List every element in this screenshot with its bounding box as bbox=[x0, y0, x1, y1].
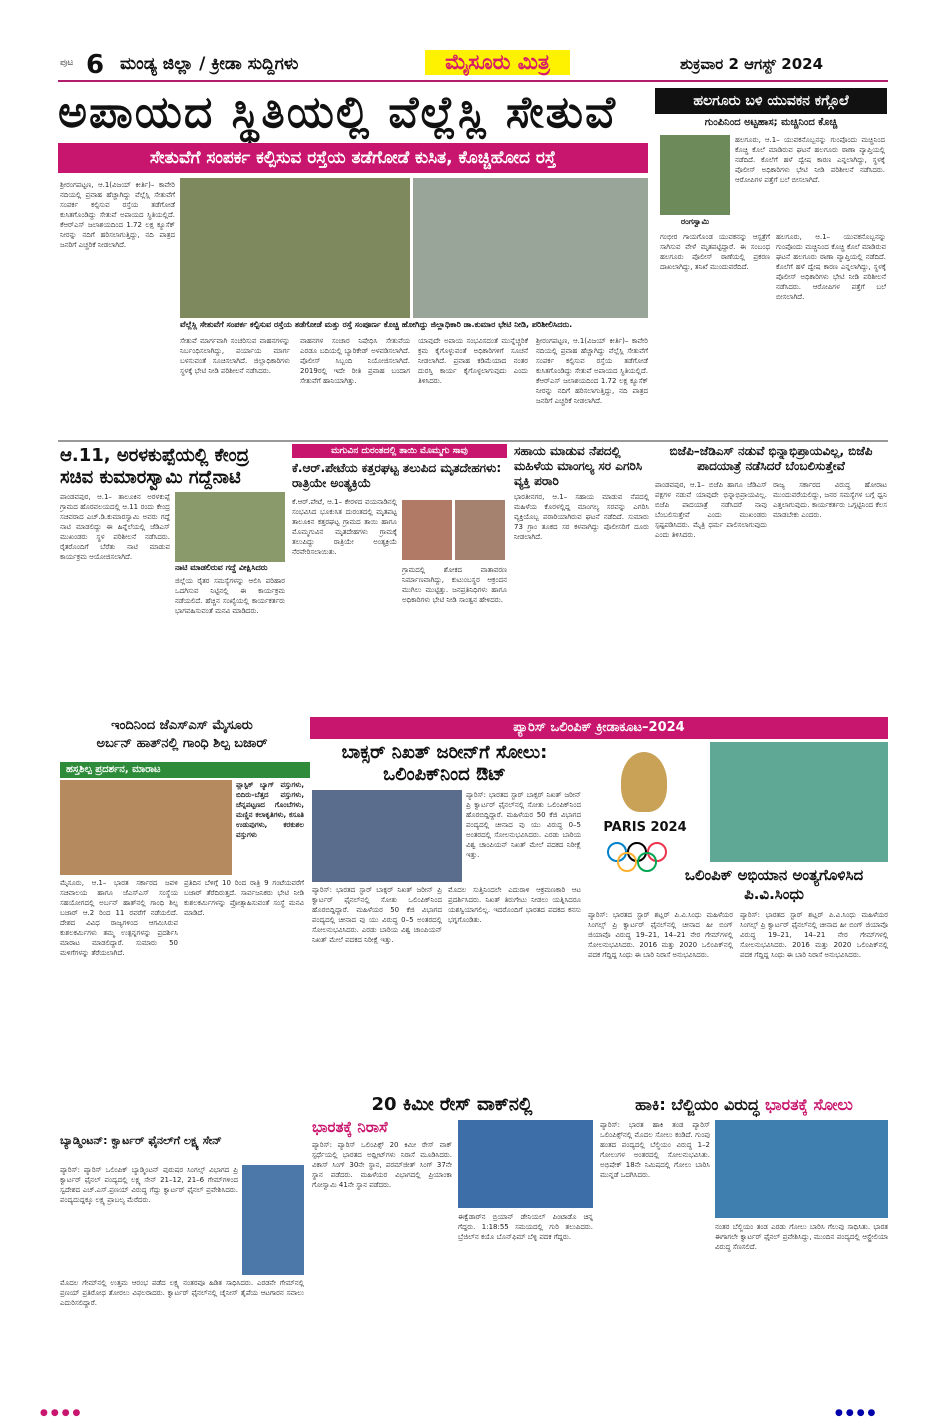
flame-icon bbox=[621, 752, 667, 812]
page-number: 6 bbox=[86, 50, 105, 80]
lakshya-headline: ಬ್ಯಾಡ್ಮಿಂಟನ್: ಕ್ವಾರ್ಟರ್ ಫೈನಲ್‌ಗೆ ಲಕ್ಷ್ಯ ಸೇನ್ bbox=[60, 1134, 222, 1147]
murder-body-1: ಹಲಗೂರು, ಆ.1– ಯುವಕನೊಬ್ಬನನ್ನು ಗುಂಪೊಂದು ಮಚ್ಚಿನಿಂದ ಕೊಚ್ಚಿ ಕೊಲೆ ಮಾಡಿರುವ ಘಟನೆ ಹಲಗೂರು ಠಾಣಾ ವ್ಯಾಪ್ತಿಯಲ್ಲಿ ನಡೆದಿದೆ. ಕೊಲೆಗೆ ಹಳೆ ದ್ವೇಷ ಕಾರಣ ಎನ್ನಲಾಗಿದ್ದು, ಸ್ಥಳಕ್ಕೆ ಪೊಲೀಸ್ ಅಧಿಕಾರಿಗಳು ಭೇಟಿ ನೀಡಿ ಪರಿಶೀಲನೆ ನಡೆಸಿದರು. ಆರೋಪಿಗಳ ಪತ್ತೆಗೆ ಬಲೆ ಬೀಸಲಾಗಿದೆ. bbox=[735, 136, 885, 184]
theft-body: ಭಾರತೀನಗರ, ಆ.1– ಸಹಾಯ ಮಾಡುವ ನೆಪದಲ್ಲಿ ಮಹಿಳೆಯ ಕೊರಳಲ್ಲಿದ್ದ ಮಾಂಗಲ್ಯ ಸರವನ್ನು ಎಗರಿಸಿ ವ್ಯಕ್ತಿಯೊಬ್ಬ ಪರಾರಿಯಾಗಿರುವ ಘಟನೆ ನಡೆದಿದೆ. ಸುಮಾರು 73 ಗ್ರಾಂ ತೂಕದ ಸರ ಕಳವಾಗಿದ್ದು ಪೊಲೀಸರಿಗೆ ದೂರು ನೀಡಲಾಗಿದೆ. bbox=[514, 493, 649, 541]
lakshya-body-1: ಪ್ಯಾರಿಸ್: ಪ್ಯಾರಿಸ್ ಒಲಿಂಪಿಕ್ ಬ್ಯಾಡ್ಮಿಂಟನ್ ಪುರುಷರ ಸಿಂಗಲ್ಸ್ ವಿಭಾಗದ ಪ್ರಿ ಕ್ವಾರ್ಟರ್ ಫೈನಲ್ ಪಂದ್ಯದಲ್ಲಿ ಲಕ್ಷ್ಯ ಸೇನ್ 21–12, 21–6 ಗೇಮ್‌ಗಳಿಂದ ಸ್ವದೇಶದ ಎಚ್.ಎಸ್.ಪ್ರಣಯ್ ವಿರುದ್ಧ ಗೆದ್ದು ಕ್ವಾರ್ಟರ್ ಫೈನಲ್ ಪ್ರವೇಶಿಸಿದರು. ಪಂದ್ಯದುದ್ದಕ್ಕೂ ಲಕ್ಷ್ಯ ಪ್ರಾಬಲ್ಯ ಮೆರೆದರು. bbox=[60, 1166, 238, 1204]
lead-photo-1 bbox=[180, 178, 410, 318]
sindhu-body-1: ಪ್ಯಾರಿಸ್: ಭಾರತದ ಸ್ಟಾರ್ ಶಟ್ಲರ್ ಪಿ.ವಿ.ಸಿಂಧು ಮಹಿಳೆಯರ ಸಿಂಗಲ್ಸ್ ಪ್ರಿ ಕ್ವಾರ್ಟರ್ ಫೈನಲ್‌ನಲ್ಲಿ ಚೀನಾದ ಹೀ ಬಿಂಗ್ ಜಿಯಾವೊ ವಿರುದ್ಧ 19–21, 14–21 ನೇರ ಗೇಮ್‌ಗಳಲ್ಲಿ ಸೋಲನುಭವಿಸಿದರು. 2016 ಮತ್ತು 2020 ಒಲಿಂಪಿಕ್‌ನಲ್ಲಿ ಪದಕ ಗೆದ್ದಿದ್ದ ಸಿಂಧು ಈ ಬಾರಿ ನಿರಾಸೆ ಅನುಭವಿಸಿದರು. bbox=[588, 911, 733, 959]
bjp-body-1: ಪಾಂಡವಪುರ, ಆ.1– ಬಿಜೆಪಿ ಹಾಗೂ ಜೆಡಿಎಸ್ ಪಕ್ಷಗಳ ನಡುವೆ ಯಾವುದೇ ಭಿನ್ನಾಭಿಪ್ರಾಯವಿಲ್ಲ. ಬಿಜೆಪಿ ಪಾದಯಾತ್ರೆ ನಡೆಸಿದರೆ ನಾವು ಬೆಂಬಲಿಸುತ್ತೇವೆ ಎಂದು ಮುಖಂಡರು ಸ್ಪಷ್ಟಪಡಿಸಿದರು. ಮೈತ್ರಿ ಧರ್ಮ ಪಾಲಿಸಲಾಗುವುದು ಎಂದು ತಿಳಿಸಿದರು. bbox=[655, 481, 767, 539]
krpete-kicker: ಮಗುವಿನ ದುರಂತದಲ್ಲಿ ತಾಯಿ ಮೊಮ್ಮಗು ಸಾವು bbox=[292, 444, 507, 458]
lead-body-4: ಯಾವುದೇ ಅಪಾಯ ಸಂಭವಿಸದಂತೆ ಮುನ್ನೆಚ್ಚರಿಕೆ ಕ್ರಮ ಕೈಗೊಳ್ಳುವಂತೆ ಅಧಿಕಾರಿಗಳಿಗೆ ಸೂಚನೆ ನೀಡಲಾಗಿದೆ. ಪ್ರವಾಹ ಕಡಿಮೆಯಾದ ನಂತರ ದುರಸ್ತಿ ಕಾರ್ಯ ಕೈಗೊಳ್ಳಲಾಗುವುದು ಎಂದು ತಿಳಿಸಿದರು. bbox=[418, 337, 528, 385]
sindhu-body-2: ಪ್ಯಾರಿಸ್: ಭಾರತದ ಸ್ಟಾರ್ ಶಟ್ಲರ್ ಪಿ.ವಿ.ಸಿಂಧು ಮಹಿಳೆಯರ ಸಿಂಗಲ್ಸ್ ಪ್ರಿ ಕ್ವಾರ್ಟರ್ ಫೈನಲ್‌ನಲ್ಲಿ ಚೀನಾದ ಹೀ ಬಿಂಗ್ ಜಿಯಾವೊ ವಿರುದ್ಧ 19–21, 14–21 ನೇರ ಗೇಮ್‌ಗಳಲ್ಲಿ ಸೋಲನುಭವಿಸಿದರು. 2016 ಮತ್ತು 2020 ಒಲಿಂಪಿಕ್‌ನಲ್ಲಿ ಪದಕ ಗೆದ್ದಿದ್ದ ಸಿಂಧು ಈ ಬಾರಿ ನಿರಾಸೆ ಅನುಭವಿಸಿದರು. bbox=[740, 911, 888, 959]
bazaar-body-2: ಪ್ರತಿದಿನ ಬೆಳಿಗ್ಗೆ 10 ರಿಂದ ರಾತ್ರಿ 9 ಗಂಟೆಯವರೆಗೆ ಬಜಾರ್ ತೆರೆದಿರುತ್ತದೆ. ಸಾರ್ವಜನಿಕರು ಭೇಟಿ ನೀಡಿ ಕುಶಲಕರ್ಮಿಗಳನ್ನು ಪ್ರೋತ್ಸಾಹಿಸುವಂತೆ ಸಂಸ್ಥೆ ಮನವಿ ಮಾಡಿದೆ. bbox=[184, 879, 304, 917]
murder-photo bbox=[660, 135, 730, 215]
krpete-headline: ಕೆ.ಆರ್.ಪೇಟೆಯ ಕತ್ತರಘಟ್ಟ ತಲುಪಿದ ಮೃತದೇಹಗಳು: ರಾತ್ರಿಯೇ ಅಂತ್ಯಕ್ರಿಯೆ bbox=[292, 461, 502, 490]
bazaar-kicker: ಇಂದಿನಿಂದ ಜೆಎಸ್‌ಎಸ್ ಮೈಸೂರು bbox=[111, 718, 253, 733]
lead-body-3: ವಾಹನಗಳ ಸಂಚಾರ ನಿಷೇಧಿಸಿ ಸೇತುವೆಯ ಎರಡೂ ಬದಿಯಲ್ಲಿ ಬ್ಯಾರಿಕೇಡ್ ಅಳವಡಿಸಲಾಗಿದೆ. ಪೊಲೀಸ್ ಸಿಬ್ಬಂದಿ ನಿಯೋಜಿಸಲಾಗಿದೆ. 2019ರಲ್ಲಿ ಇದೇ ರೀತಿ ಪ್ರವಾಹ ಬಂದಾಗ ಸೇತುವೆಗೆ ಹಾನಿಯಾಗಿತ್ತು. bbox=[300, 337, 410, 385]
sindhu-headline: ಒಲಿಂಪಿಕ್ ಅಭಿಯಾನ ಅಂತ್ಯಗೊಳಿಸಿದ ಪಿ.ವಿ.ಸಿಂಧು bbox=[684, 866, 864, 903]
lead-body-1: ಶ್ರೀರಂಗಪಟ್ಟಣ, ಆ.1(ವಿಜಯ್ ಕೀರ್ತಿ)– ಕಾವೇರಿ ನದಿಯಲ್ಲಿ ಪ್ರವಾಹ ಹೆಚ್ಚಾಗಿದ್ದು ವೆಲ್ಲೆಸ್ಲಿ ಸೇತುವೆಗೆ ಸಂಪರ್ಕ ಕಲ್ಪಿಸುವ ರಸ್ತೆಯ ತಡೆಗೋಡೆ ಕುಸಿತಗೊಂಡಿದ್ದು ಸೇತುವೆ ಅಪಾಯದ ಸ್ಥಿತಿಯಲ್ಲಿದೆ. ಕೆಆರ್‌ಎಸ್ ಜಲಾಶಯದಿಂದ 1.72 ಲಕ್ಷ ಕ್ಯೂಸೆಕ್ ನೀರನ್ನು ನದಿಗೆ ಹರಿಸಲಾಗುತ್ತಿದ್ದು, ನದಿ ಪಾತ್ರದ ಜನರಿಗೆ ಎಚ್ಚರಿಕೆ ನೀಡಲಾಗಿದೆ. bbox=[60, 181, 175, 249]
boxing-body-3: ಮೊದಲ ಸುತ್ತಿನಿಂದಲೇ ಎದುರಾಳಿ ಆಕ್ರಮಣಕಾರಿ ಆಟ ಪ್ರದರ್ಶಿಸಿದರು. ನಿಖತ್ ತಿರುಗೇಟು ನೀಡಲು ಯತ್ನಿಸಿದರೂ ಯಶಸ್ವಿಯಾಗಲಿಲ್ಲ. ಇದರೊಂದಿಗೆ ಭಾರತದ ಪದಕದ ಕನಸು ಭಗ್ನಗೊಂಡಿತು. bbox=[448, 886, 581, 924]
kumaraswamy-headline: ಆ.11, ಅರಳಕುಪ್ಪೆಯಲ್ಲಿ ಕೇಂದ್ರ ಸಚಿವ ಕುಮಾರಸ್ವಾಮಿ ಗದ್ದೆನಾಟಿ bbox=[60, 445, 250, 488]
kumaraswamy-photo bbox=[175, 492, 285, 562]
lead-headline: ಅಪಾಯದ ಸ್ಥಿತಿಯಲ್ಲಿ ವೆಲ್ಲೆಸ್ಲಿ ಸೇತುವೆ bbox=[58, 87, 617, 138]
hockey-headline-part1: ಹಾಕಿ: ಬೆಲ್ಜಿಯಂ ವಿರುದ್ಧ bbox=[635, 1095, 766, 1114]
hockey-photo bbox=[715, 1120, 888, 1218]
boxing-body-1: ಪ್ಯಾರಿಸ್: ಭಾರತದ ಸ್ಟಾರ್ ಬಾಕ್ಸರ್ ನಿಖತ್ ಜರೀನ್ ಪ್ರಿ ಕ್ವಾರ್ಟರ್ ಫೈನಲ್‌ನಲ್ಲಿ ಸೋತು ಒಲಿಂಪಿಕ್‌ನಿಂದ ಹೊರಬಿದ್ದಿದ್ದಾರೆ. ಮಹಿಳೆಯರ 50 ಕೆಜಿ ವಿಭಾಗದ ಪಂದ್ಯದಲ್ಲಿ ಚೀನಾದ ವು ಯು ವಿರುದ್ಧ 0–5 ಅಂತರದಲ್ಲಿ ಸೋಲನುಭವಿಸಿದರು. ಎರಡು ಬಾರಿಯ ವಿಶ್ವ ಚಾಂಪಿಯನ್ ನಿಖತ್ ಮೇಲೆ ಪದಕದ ನಿರೀಕ್ಷೆ ಇತ್ತು. bbox=[466, 791, 581, 859]
bjp-body-2: ರಾಜ್ಯ ಸರ್ಕಾರದ ವಿರುದ್ಧ ಹೋರಾಟ ಮುಂದುವರೆಯಲಿದ್ದು, ಜನರ ಸಮಸ್ಯೆಗಳ ಬಗ್ಗೆ ಧ್ವನಿ ಎತ್ತಲಾಗುವುದು. ಕಾರ್ಯಕರ್ತರು ಒಗ್ಗಟ್ಟಿನಿಂದ ಕೆಲಸ ಮಾಡಬೇಕು ಎಂದರು. bbox=[773, 481, 887, 519]
olympics-banner: ಪ್ಯಾರಿಸ್ ಒಲಿಂಪಿಕ್ ಕ್ರೀಡಾಕೂಟ–2024 bbox=[310, 717, 888, 739]
lead-caption: ವೆಲ್ಲೆಸ್ಲಿ ಸೇತುವೆಗೆ ಸಂಪರ್ಕ ಕಲ್ಪಿಸುವ ರಸ್ತೆಯ ತಡೆಗೋಡೆ ಮತ್ತು ರಸ್ತೆ ಸಂಪೂರ್ಣ ಕೊಚ್ಚಿ ಹೋಗಿದ್ದು ಜಿಲ್ಲಾಧಿಕಾರಿ ಡಾ.ಕುಮಾರ ಭೇಟಿ ನೀಡಿ, ಪರಿಶೀಲಿಸಿದರು. bbox=[180, 320, 573, 329]
murder-subhead: ಗುಂಪಿನಿಂದ ಅಟ್ಟಹಾಸ; ಮಚ್ಚಿನಿಂದ ಕೊಚ್ಚಿ bbox=[704, 117, 838, 128]
bazaar-items: ಪ್ಲಾಸ್ಟಿಕ್ ಬ್ಯಾಗ್ ವಸ್ತುಗಳು, ಬಿದಿರು–ಬೆತ್ತದ ವಸ್ತುಗಳು, ಚೆನ್ನಪಟ್ಟಣದ ಗೊಂಬೆಗಳು, ಮಣ್ಣಿನ ಕಲಾಕೃತಿಗಳು, ಕಸೂತಿ ಉಡುಪುಗಳು, ಕರಕುಶಲ ವಸ್ತುಗಳು bbox=[236, 781, 304, 839]
boxing-photo bbox=[312, 790, 462, 882]
murder-photo-label: ರಂಗಸ್ವಾಮಿ bbox=[680, 217, 710, 226]
olympic-ring-icon bbox=[617, 852, 637, 872]
bazaar-photo bbox=[60, 780, 232, 875]
olympic-ring-icon bbox=[637, 852, 657, 872]
hockey-body-1: ಪ್ಯಾರಿಸ್: ಭಾರತ ಹಾಕಿ ತಂಡ ಪ್ಯಾರಿಸ್ ಒಲಿಂಪಿಕ್ಸ್‌ನಲ್ಲಿ ಮೊದಲ ಸೋಲು ಕಂಡಿದೆ. ಗುಂಪು ಹಂತದ ಪಂದ್ಯದಲ್ಲಿ ಬೆಲ್ಜಿಯಂ ವಿರುದ್ಧ 1–2 ಗೋಲುಗಳ ಅಂತರದಲ್ಲಿ ಸೋಲನುಭವಿಸಿತು. ಅಭಿಷೇಕ್ 18ನೇ ನಿಮಿಷದಲ್ಲಿ ಗೋಲು ಬಾರಿಸಿ ಮುನ್ನಡೆ ಒದಗಿಸಿದರು. bbox=[600, 1121, 710, 1179]
lead-photo-2 bbox=[413, 178, 648, 318]
lakshya-body-2: ಮೊದಲ ಗೇಮ್‌ನಲ್ಲಿ ಉತ್ತಮ ಆರಂಭ ಪಡೆದ ಲಕ್ಷ್ಯ ನಂತರವೂ ಹಿಡಿತ ಸಾಧಿಸಿದರು. ಎರಡನೇ ಗೇಮ್‌ನಲ್ಲಿ ಪ್ರಣಯ್ ಪ್ರತಿರೋಧ ತೋರಲು ವಿಫಲರಾದರು. ಕ್ವಾರ್ಟರ್ ಫೈನಲ್‌ನಲ್ಲಿ ಚೈನೀಸ್ ತೈಪೆಯ ಆಟಗಾರನ ಸವಾಲು ಎದುರಿಸಲಿದ್ದಾರೆ. bbox=[60, 1279, 304, 1307]
walk-photo bbox=[458, 1120, 593, 1208]
murder-headline: ಹಲಗೂರು ಬಳಿ ಯುವಕನ ಕಗ್ಗೊಲೆ bbox=[655, 88, 887, 114]
kumaraswamy-caption: ನಾಟಿ ಮಾಡಲಿರುವ ಗದ್ದೆ ವೀಕ್ಷಿಸಿದರು bbox=[175, 563, 268, 572]
walk-body-2: ಈಕ್ವೆಡಾರ್‌ನ ಬ್ರಿಯಾನ್ ಡೇನಿಯಲ್ ಪಿಂಟಾಡೊ ಚಿನ್ನ ಗೆದ್ದರು. 1:18:55 ಸಮಯದಲ್ಲಿ ಗುರಿ ತಲುಪಿದರು. ಬ್ರೆಜಿಲ್‌ನ ಕಯೊ ಬೊನ್‌ಫಿಮ್ ಬೆಳ್ಳಿ ಪದಕ ಗೆದ್ದರು. bbox=[458, 1213, 593, 1241]
lead-subheadline: ಸೇತುವೆಗೆ ಸಂಪರ್ಕ ಕಲ್ಪಿಸುವ ರಸ್ತೆಯ ತಡೆಗೋಡೆ ಕುಸಿತ, ಕೊಚ್ಚಿಹೋದ ರಸ್ತೆ bbox=[58, 143, 648, 173]
kumaraswamy-body-2: ಜಿಲ್ಲೆಯ ರೈತರ ಸಮಸ್ಯೆಗಳನ್ನು ಆಲಿಸಿ ಪರಿಹಾರ ಒದಗಿಸುವ ನಿಟ್ಟಿನಲ್ಲಿ ಈ ಕಾರ್ಯಕ್ರಮ ನಡೆಯಲಿದೆ. ಹೆಚ್ಚಿನ ಸಂಖ್ಯೆಯಲ್ಲಿ ಕಾರ್ಯಕರ್ತರು ಭಾಗವಹಿಸುವಂತೆ ಮನವಿ ಮಾಡಿದರು. bbox=[175, 577, 285, 615]
krpete-photo-1 bbox=[402, 500, 452, 560]
bazaar-tag: ಹಸ್ತಶಿಲ್ಪ ಪ್ರದರ್ಶನ, ಮಾರಾಟ bbox=[60, 762, 310, 778]
murder-body-2: ಗಂಭೀರ ಗಾಯಗೊಂಡ ಯುವಕನನ್ನು ಆಸ್ಪತ್ರೆಗೆ ಸಾಗಿಸುವ ವೇಳೆ ಮೃತಪಟ್ಟಿದ್ದಾರೆ. ಈ ಸಂಬಂಧ ಹಲಗೂರು ಪೊಲೀಸ್ ಠಾಣೆಯಲ್ಲಿ ಪ್ರಕರಣ ದಾಖಲಾಗಿದ್ದು, ತನಿಖೆ ಮುಂದುವರೆದಿದೆ. bbox=[660, 233, 770, 271]
hockey-headline bbox=[600, 1094, 888, 1116]
paris-logo-text: PARIS 2024 bbox=[603, 820, 687, 835]
bjp-headline: ಬಿಜೆಪಿ–ಜೆಡಿಎಸ್ ನಡುವೆ ಭಿನ್ನಾಭಿಪ್ರಾಯವಿಲ್ಲ, ಬಿಜೆಪಿ ಪಾದಯಾತ್ರೆ ನಡೆಸಿದರೆ ಬೆಂಬಲಿಸುತ್ತೇವೆ bbox=[669, 444, 873, 473]
walk-headline-2: ಭಾರತಕ್ಕೆ ನಿರಾಸೆ bbox=[312, 1118, 388, 1136]
brand-logo: ಮೈಸೂರು ಮಿತ್ರ bbox=[425, 50, 570, 75]
section-title: ಮಂಡ್ಯ ಜಿಲ್ಲಾ / ಕ್ರೀಡಾ ಸುದ್ದಿಗಳು bbox=[120, 54, 299, 74]
lead-body-5: ಶ್ರೀರಂಗಪಟ್ಟಣ, ಆ.1(ವಿಜಯ್ ಕೀರ್ತಿ)– ಕಾವೇರಿ ನದಿಯಲ್ಲಿ ಪ್ರವಾಹ ಹೆಚ್ಚಾಗಿದ್ದು ವೆಲ್ಲೆಸ್ಲಿ ಸೇತುವೆಗೆ ಸಂಪರ್ಕ ಕಲ್ಪಿಸುವ ರಸ್ತೆಯ ತಡೆಗೋಡೆ ಕುಸಿತಗೊಂಡಿದ್ದು ಸೇತುವೆ ಅಪಾಯದ ಸ್ಥಿತಿಯಲ್ಲಿದೆ. ಕೆಆರ್‌ಎಸ್ ಜಲಾಶಯದಿಂದ 1.72 ಲಕ್ಷ ಕ್ಯೂಸೆಕ್ ನೀರನ್ನು ನದಿಗೆ ಹರಿಸಲಾಗುತ್ತಿದ್ದು, ನದಿ ಪಾತ್ರದ ಜನರಿಗೆ ಎಚ್ಚರಿಕೆ ನೀಡಲಾಗಿದೆ. bbox=[536, 337, 648, 405]
walk-headline: 20 ಕಿಮೀ ರೇಸ್ ವಾಕ್‌ನಲ್ಲಿ bbox=[371, 1094, 533, 1115]
boxing-body-2: ಪ್ಯಾರಿಸ್: ಭಾರತದ ಸ್ಟಾರ್ ಬಾಕ್ಸರ್ ನಿಖತ್ ಜರೀನ್ ಪ್ರಿ ಕ್ವಾರ್ಟರ್ ಫೈನಲ್‌ನಲ್ಲಿ ಸೋತು ಒಲಿಂಪಿಕ್‌ನಿಂದ ಹೊರಬಿದ್ದಿದ್ದಾರೆ. ಮಹಿಳೆಯರ 50 ಕೆಜಿ ವಿಭಾಗದ ಪಂದ್ಯದಲ್ಲಿ ಚೀನಾದ ವು ಯು ವಿರುದ್ಧ 0–5 ಅಂತರದಲ್ಲಿ ಸೋಲನುಭವಿಸಿದರು. ಎರಡು ಬಾರಿಯ ವಿಶ್ವ ಚಾಂಪಿಯನ್ ನಿಖತ್ ಮೇಲೆ ಪದಕದ ನಿರೀಕ್ಷೆ ಇತ್ತು. bbox=[312, 886, 442, 944]
krpete-body-1: ಕೆ.ಆರ್.ಪೇಟೆ, ಆ.1– ಕೇರಳದ ವಯನಾಡಿನಲ್ಲಿ ಸಂಭವಿಸಿದ ಭೂಕುಸಿತ ದುರಂತದಲ್ಲಿ ಮೃತಪಟ್ಟ ತಾಲೂಕಿನ ಕತ್ತರಘಟ್ಟ ಗ್ರಾಮದ ತಾಯಿ ಹಾಗೂ ಮೊಮ್ಮಗುವಿನ ಮೃತದೇಹಗಳು ಗ್ರಾಮಕ್ಕೆ ತಲುಪಿದ್ದು ರಾತ್ರಿಯೇ ಅಂತ್ಯಕ್ರಿಯೆ ನೆರವೇರಿಸಲಾಯಿತು. bbox=[292, 498, 397, 556]
theft-headline: ಸಹಾಯ ಮಾಡುವ ನೆಪದಲ್ಲಿ ಮಹಿಳೆಯ ಮಾಂಗಲ್ಯ ಸರ ಎಗರಿಸಿ ವ್ಯಕ್ತಿ ಪರಾರಿ bbox=[514, 444, 643, 488]
krpete-body-2: ಗ್ರಾಮದಲ್ಲಿ ಶೋಕದ ವಾತಾವರಣ ನಿರ್ಮಾಣವಾಗಿದ್ದು, ಕುಟುಂಬಸ್ಥರ ಆಕ್ರಂದನ ಮುಗಿಲು ಮುಟ್ಟಿತ್ತು. ಜನಪ್ರತಿನಿಧಿಗಳು ಹಾಗೂ ಅಧಿಕಾರಿಗಳು ಭೇಟಿ ನೀಡಿ ಸಾಂತ್ವನ ಹೇಳಿದರು. bbox=[402, 566, 507, 604]
boxing-headline: ಬಾಕ್ಸರ್ ನಿಖತ್ ಜರೀನ್‌ಗೆ ಸೋಲು: ಒಲಿಂಪಿಕ್‌ನಿಂದ ಔಟ್ bbox=[341, 742, 548, 785]
bazaar-body-1: ಮೈಸೂರು, ಆ.1– ಭಾರತ ಸರ್ಕಾರದ ಜವಳಿ ಸಚಿವಾಲಯ ಹಾಗೂ ಜೆಎಸ್‌ಎಸ್ ಸಂಸ್ಥೆಯ ಸಹಯೋಗದಲ್ಲಿ ಅರ್ಬನ್ ಹಾತ್‌ನಲ್ಲಿ ಗಾಂಧಿ ಶಿಲ್ಪ ಬಜಾರ್ ಆ.2 ರಿಂದ 11 ರವರೆಗೆ ನಡೆಯಲಿದೆ. ದೇಶದ ವಿವಿಧ ರಾಜ್ಯಗಳಿಂದ ಆಗಮಿಸಿರುವ ಕುಶಲಕರ್ಮಿಗಳು ತಮ್ಮ ಉತ್ಪನ್ನಗಳನ್ನು ಪ್ರದರ್ಶಿಸಿ ಮಾರಾಟ ಮಾಡಲಿದ್ದಾರೆ. ಸುಮಾರು 50 ಮಳಿಗೆಗಳನ್ನು ತೆರೆಯಲಾಗಿದೆ. bbox=[60, 879, 178, 957]
dateline: ಶುಕ್ರವಾರ 2 ಆಗಸ್ಟ್ 2024 bbox=[680, 55, 824, 73]
print-marks-right: ●●●● bbox=[835, 1408, 879, 1418]
bazaar-headline: ಅರ್ಬನ್ ಹಾತ್‌ನಲ್ಲಿ ಗಾಂಧಿ ಶಿಲ್ಪ ಬಜಾರ್ bbox=[96, 736, 268, 751]
kumaraswamy-body-1: ಪಾಂಡವಪುರ, ಆ.1– ತಾಲೂಕಿನ ಅರಳಕುಪ್ಪೆ ಗ್ರಾಮದ ಹೊರವಲಯದಲ್ಲಿ ಆ.11 ರಂದು ಕೇಂದ್ರ ಸಚಿವರಾದ ಎಚ್.ಡಿ.ಕುಮಾರಸ್ವಾಮಿ ಅವರು ಗದ್ದೆ ನಾಟಿ ಮಾಡಲಿದ್ದು ಈ ಹಿನ್ನೆಲೆಯಲ್ಲಿ ಜೆಡಿಎಸ್ ಮುಖಂಡರು ಸ್ಥಳ ಪರಿಶೀಲನೆ ನಡೆಸಿದರು. ರೈತರೊಂದಿಗೆ ಬೆರೆತು ನಾಟಿ ಮಾಡುವ ಕಾರ್ಯಕ್ರಮ ಆಯೋಜಿಸಲಾಗಿದೆ. bbox=[60, 493, 170, 561]
walk-body-1: ಪ್ಯಾರಿಸ್: ಪ್ಯಾರಿಸ್ ಒಲಿಂಪಿಕ್ಸ್ 20 ಕಿಮೀ ರೇಸ್ ವಾಕ್ ಸ್ಪರ್ಧೆಯಲ್ಲಿ ಭಾರತದ ಅಥ್ಲೀಟ್‌ಗಳು ನಿರಾಸೆ ಮೂಡಿಸಿದರು. ವಿಕಾಸ್ ಸಿಂಗ್ 30ನೇ ಸ್ಥಾನ, ಪರಮ್‌ಜೀತ್ ಸಿಂಗ್ 37ನೇ ಸ್ಥಾನ ಪಡೆದರು. ಮಹಿಳೆಯರ ವಿಭಾಗದಲ್ಲಿ ಪ್ರಿಯಾಂಕಾ ಗೋಸ್ವಾಮಿ 41ನೇ ಸ್ಥಾನ ಪಡೆದರು. bbox=[312, 1141, 452, 1189]
paris-2024-logo bbox=[585, 742, 705, 882]
murder-body-3: ಹಲಗೂರು, ಆ.1– ಯುವಕನೊಬ್ಬನನ್ನು ಗುಂಪೊಂದು ಮಚ್ಚಿನಿಂದ ಕೊಚ್ಚಿ ಕೊಲೆ ಮಾಡಿರುವ ಘಟನೆ ಹಲಗೂರು ಠಾಣಾ ವ್ಯಾಪ್ತಿಯಲ್ಲಿ ನಡೆದಿದೆ. ಕೊಲೆಗೆ ಹಳೆ ದ್ವೇಷ ಕಾರಣ ಎನ್ನಲಾಗಿದ್ದು, ಸ್ಥಳಕ್ಕೆ ಪೊಲೀಸ್ ಅಧಿಕಾರಿಗಳು ಭೇಟಿ ನೀಡಿ ಪರಿಶೀಲನೆ ನಡೆಸಿದರು. ಆರೋಪಿಗಳ ಪತ್ತೆಗೆ ಬಲೆ ಬೀಸಲಾಗಿದೆ. bbox=[776, 233, 886, 301]
hockey-body-2: ನಂತರ ಬೆಲ್ಜಿಯಂ ತಂಡ ಎರಡು ಗೋಲು ಬಾರಿಸಿ ಗೆಲುವು ಸಾಧಿಸಿತು. ಭಾರತ ಈಗಾಗಲೇ ಕ್ವಾರ್ಟರ್ ಫೈನಲ್ ಪ್ರವೇಶಿಸಿದ್ದು, ಮುಂದಿನ ಪಂದ್ಯದಲ್ಲಿ ಆಸ್ಟ್ರೇಲಿಯಾ ವಿರುದ್ಧ ಸೆಣಸಲಿದೆ. bbox=[715, 1223, 888, 1251]
page-label: ಪುಟ bbox=[60, 58, 74, 68]
print-marks-left: ●●●● bbox=[40, 1408, 84, 1418]
krpete-photo-2 bbox=[455, 500, 505, 560]
lead-body-2: ಸೇತುವೆ ಮಾರ್ಗವಾಗಿ ಸಂಚರಿಸುವ ವಾಹನಗಳನ್ನು ನಿರ್ಬಂಧಿಸಲಾಗಿದ್ದು, ಪರ್ಯಾಯ ಮಾರ್ಗ ಬಳಸುವಂತೆ ಸೂಚಿಸಲಾಗಿದೆ. ಜಿಲ್ಲಾಧಿಕಾರಿಗಳು ಸ್ಥಳಕ್ಕೆ ಭೇಟಿ ನೀಡಿ ಪರಿಶೀಲನೆ ನಡೆಸಿದರು. bbox=[180, 337, 290, 375]
divider bbox=[58, 440, 888, 442]
sindhu-photo bbox=[710, 742, 888, 862]
hockey-headline-part2: ಭಾರತಕ್ಕೆ ಸೋಲು bbox=[765, 1095, 853, 1114]
lakshya-photo bbox=[242, 1165, 304, 1275]
